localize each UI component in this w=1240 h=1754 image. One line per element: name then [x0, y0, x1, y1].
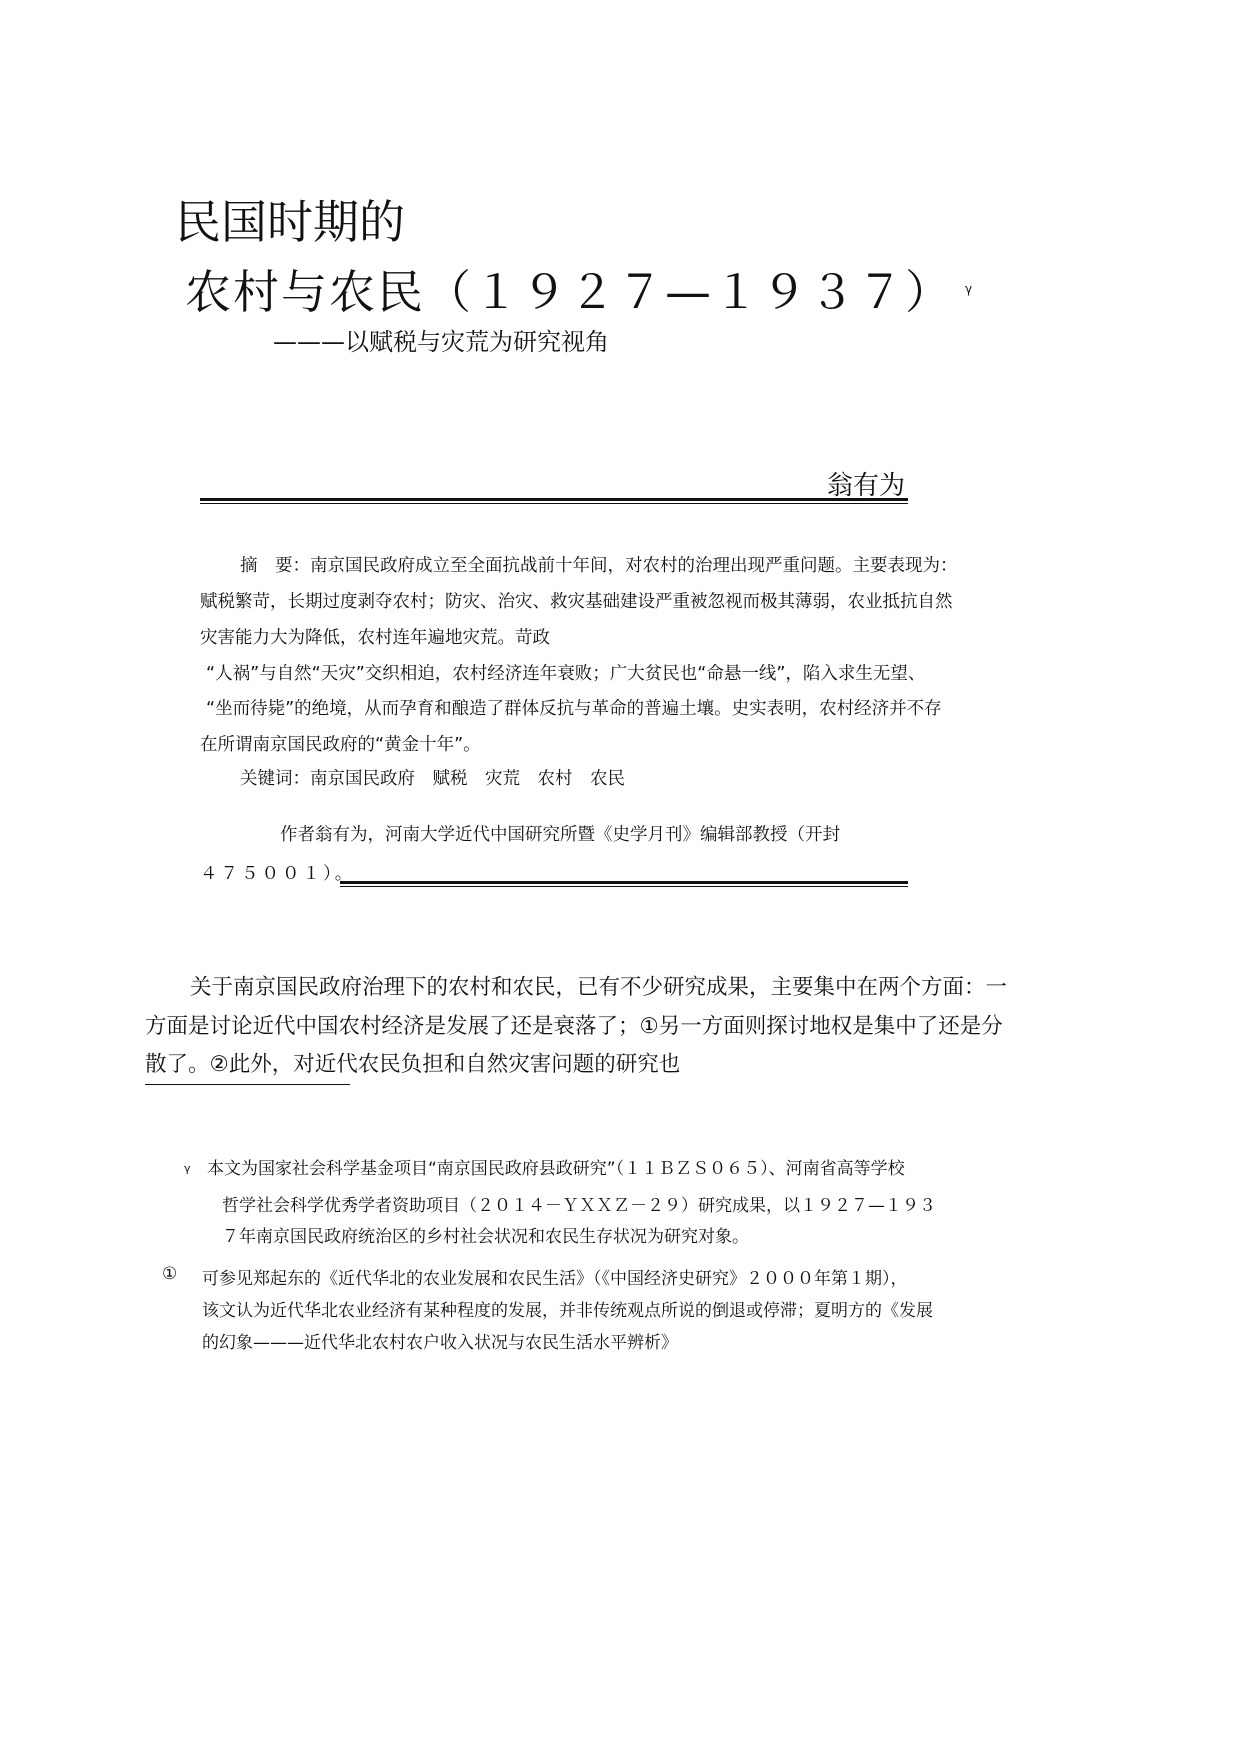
body-line: 方面是讨论近代中国农村经济是发展了还是衰落了；①另一方面则探讨地权是集中了还是分 — [145, 1014, 1003, 1039]
keywords: 关键词：南京国民政府 赋税 灾荒 农村 农民 — [240, 769, 625, 789]
footnote-marker: ① — [162, 1264, 178, 1284]
title-line-2: 农村与农民（１９２７—１９３７） — [185, 265, 953, 319]
abstract-line: 赋税繁苛，长期过度剥夺农村；防灾、治灾、救灾基础建设严重被忽视而极其薄弱，农业抵抗自然 — [200, 592, 953, 612]
body-line: 关于南京国民政府治理下的农村和农民，已有不少研究成果，主要集中在两个方面：一 — [190, 975, 1008, 1000]
body-line: 散了。②此外，对近代农民负担和自然灾害问题的研究也 — [145, 1052, 681, 1077]
abstract-line: “坐而待毙”的绝境，从而孕育和酿造了群体反抗与革命的普遍土壤。史实表明，农村经济并不存 — [206, 699, 942, 719]
abstract-line: 摘 要：南京国民政府成立至全面抗战前十年间，对农村的治理出现严重问题。主要表现为： — [240, 556, 958, 576]
footnote-line: 哲学社会科学优秀学者资助项目（２０１４－ＹＸＸＺ－２９）研究成果，以１９２７—１９３ — [222, 1196, 936, 1216]
author-note-line-2: ４７５００１）。 — [200, 864, 356, 884]
footnote-marker: γ — [184, 1162, 191, 1175]
abstract-line: 灾害能力大为降低，农村连年遍地灾荒。苛政 — [200, 628, 550, 648]
author-name: 翁有为 — [826, 471, 905, 501]
author-note-double-rule — [340, 881, 908, 887]
footnote-line: 可参见郑起东的《近代华北的农业发展和农民生活》（《中国经济史研究》２０００年第１期）， — [202, 1269, 908, 1289]
abstract-line: “人祸”与自然“天灾”交织相迫，农村经济连年衰败；广大贫民也“命悬一线”，陷入求生无望、 — [206, 664, 926, 684]
header-double-rule — [200, 498, 908, 504]
subtitle: ———以赋税与灾荒为研究视角 — [273, 328, 609, 356]
footnote-line: ７年南京国民政府统治区的乡村社会状况和农民生存状况为研究对象。 — [222, 1227, 749, 1247]
abstract-line: 在所谓南京国民政府的“黄金十年”。 — [200, 735, 481, 755]
footnote-line: 本文为国家社会科学基金项目“南京国民政府县政研究”（１１ＢＺＳ０６５）、河南省高等学校 — [207, 1159, 905, 1179]
footnote-line: 的幻象———近代华北农村农户收入状况与农民生活水平辨析》 — [202, 1333, 678, 1353]
author-note-line-1: 作者翁有为，河南大学近代中国研究所暨《史学月刊》编辑部教授（开封 — [280, 825, 840, 845]
title-footnote-marker: γ — [965, 282, 973, 296]
footnote-line: 该文认为近代华北农业经济有某种程度的发展，并非传统观点所说的倒退或停滞；夏明方的《发展 — [202, 1301, 933, 1321]
footnote-separator — [145, 1084, 350, 1085]
title-line-1: 民国时期的 — [175, 195, 405, 249]
